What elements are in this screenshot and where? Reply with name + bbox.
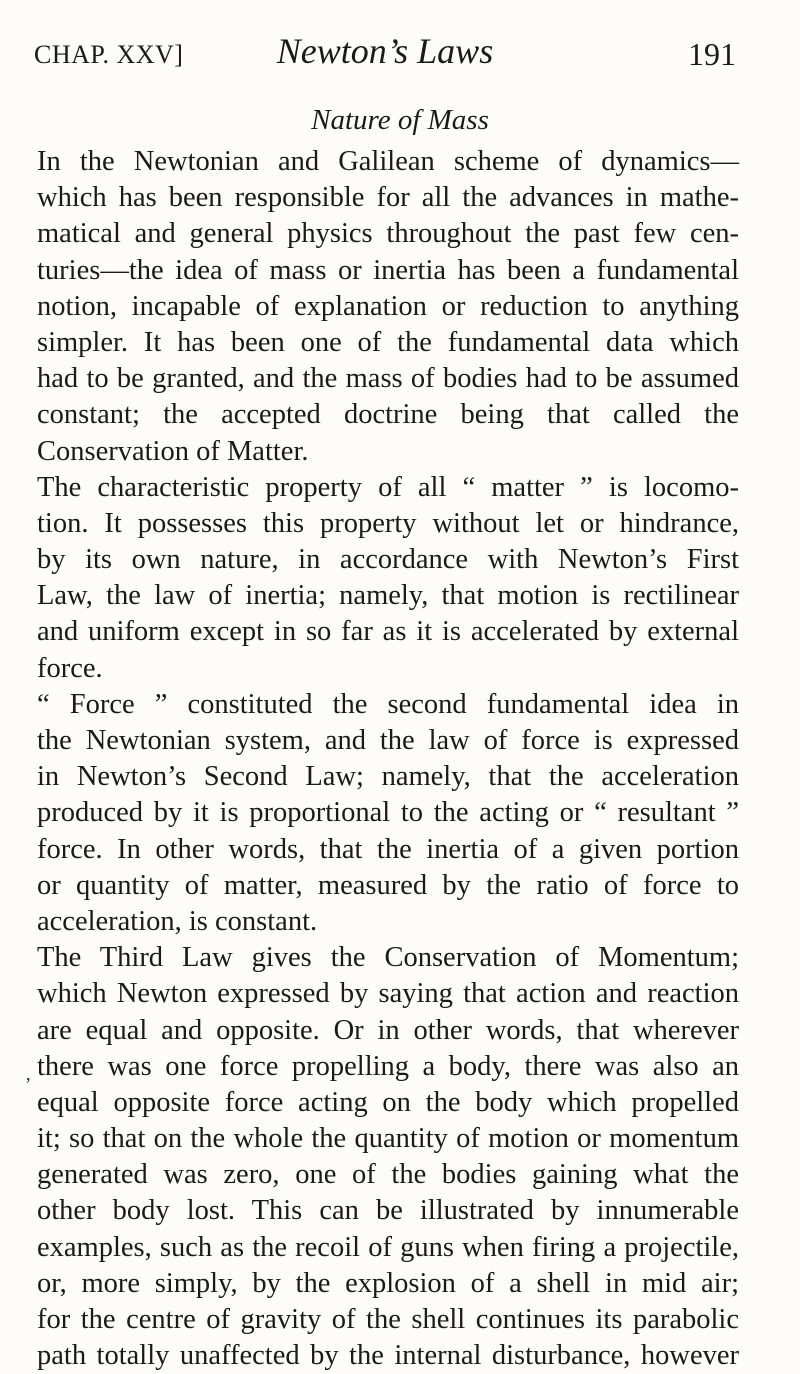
text-line: acceleration, is constant.	[37, 905, 318, 937]
text-line: or, more simply, by the explosion of a shell in mid air;	[37, 1267, 739, 1299]
section-title: Nature of Mass	[311, 104, 489, 136]
text-line: matical and general physics throughout the past few cen-	[37, 218, 739, 250]
text-line: In the Newtonian and Galilean scheme of dynamics—	[37, 146, 739, 177]
text-line: turies—the idea of mass or inertia has been a fundamental	[37, 254, 739, 286]
text-line: and uniform except in so far as it is accelerated by external	[37, 616, 739, 648]
text-line: had to be granted, and the mass of bodies had to be assumed	[37, 363, 739, 395]
text-line: Conservation of Matter.	[37, 435, 309, 467]
body-text	[37, 144, 739, 1374]
text-line: Law, the law of inertia; namely, that motion is rectilinear	[37, 580, 739, 612]
running-head	[34, 30, 736, 86]
text-line: “ Force ” constituted the second fundamental idea in	[37, 688, 739, 720]
text-line: produced by it is proportional to the acting or “ resultant ”	[37, 797, 739, 829]
text-line: tion. It possesses this property without let or hindrance,	[37, 507, 739, 539]
text-line: constant; the accepted doctrine being that called the	[37, 399, 739, 431]
page-number: 191	[688, 36, 736, 72]
chapter-label: CHAP. XXV]	[34, 40, 184, 69]
text-line: other body lost. This can be illustrated by innumerable	[37, 1195, 739, 1227]
margin-mark: ,	[26, 1064, 31, 1084]
text-line: the Newtonian system, and the law of force is expressed	[37, 725, 739, 756]
text-line: examples, such as the recoil of guns when firing a projectile,	[37, 1231, 739, 1263]
text-line: which has been responsible for all the advances in mathe-	[37, 182, 739, 214]
text-line: notion, incapable of explanation or reduction to anything	[37, 290, 739, 322]
text-line: it; so that on the whole the quantity of motion or momentum	[37, 1123, 739, 1155]
text-line: for the centre of gravity of the shell continues its parabolic	[37, 1304, 739, 1335]
text-line: or quantity of matter, measured by the ratio of force to	[37, 869, 739, 901]
text-line: simpler. It has been one of the fundamental data which	[37, 326, 739, 358]
text-line: path totally unaffected by the internal disturbance, however	[37, 1340, 739, 1372]
text-line: The Third Law gives the Conservation of Momentum;	[37, 942, 739, 974]
text-line: generated was zero, one of the bodies gaining what the	[37, 1159, 739, 1191]
running-title: Newton’s Laws	[276, 31, 494, 71]
text-line: there was one force propelling a body, there was also an	[37, 1050, 739, 1082]
text-line: force. In other words, that the inertia of a given portion	[37, 833, 739, 865]
text-line: in Newton’s Second Law; namely, that the acceleration	[37, 761, 739, 793]
text-line: are equal and opposite. Or in other words, that wherever	[37, 1014, 739, 1046]
text-line: The characteristic property of all “ matter ” is locomo-	[37, 471, 739, 503]
text-line: which Newton expressed by saying that action and reaction	[37, 978, 739, 1010]
text-line: by its own nature, in accordance with Newton’s First	[37, 544, 739, 576]
text-line: force.	[37, 652, 103, 684]
text-line: equal opposite force acting on the body which propelled	[37, 1086, 739, 1118]
